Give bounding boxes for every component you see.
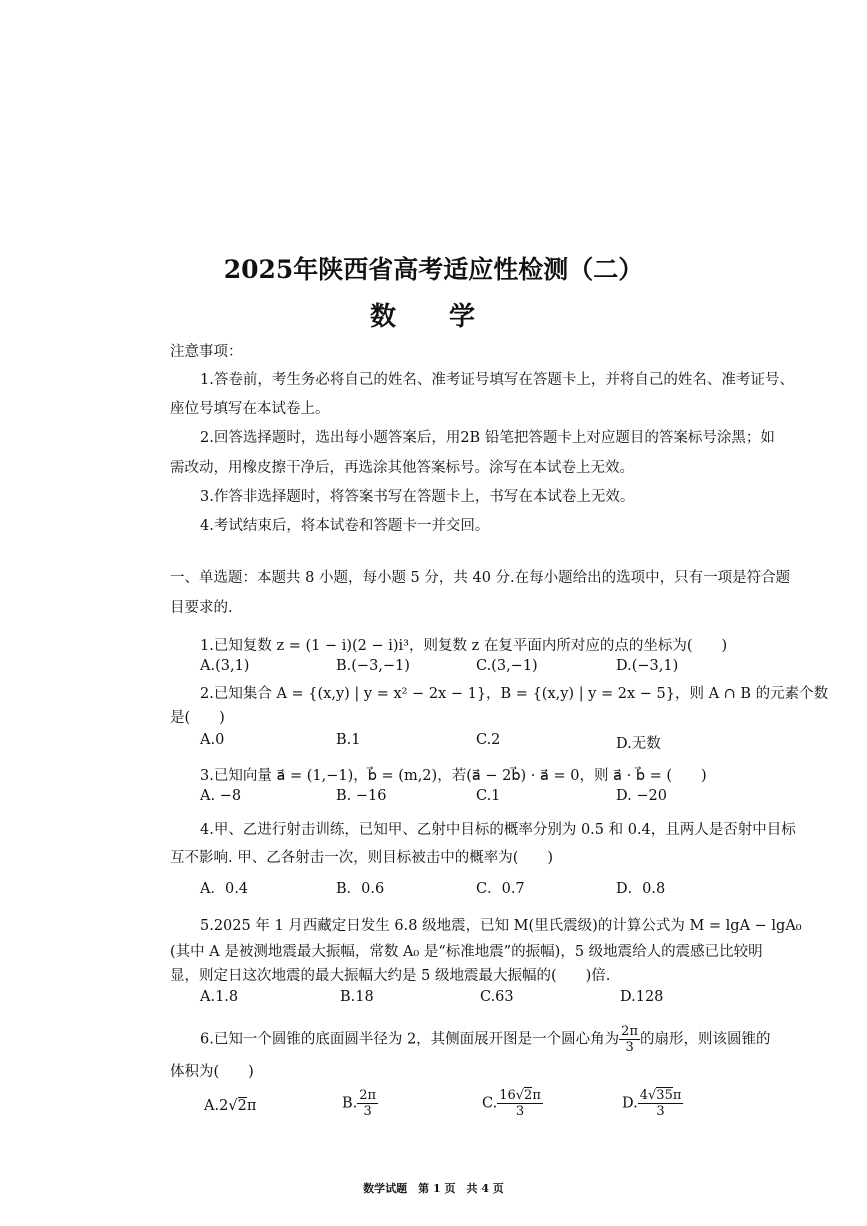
section-1-line-1: 一、单选题：本题共 8 小题，每小题 5 分，共 40 分.在每小题给出的选项中，只有一项是符合题	[170, 570, 791, 586]
q6-option-d-denominator: 3	[656, 1104, 665, 1119]
q3-stem: 3.已知向量 a⃗ = (1,−1)，b⃗ = (m,2)，若(a⃗ − 2b⃗) · a⃗ = 0，则 a⃗ · b⃗ = ( )	[200, 768, 707, 784]
q5-stem-line-1: 5.2025 年 1 月西藏定日发生 6.8 级地震，已知 M(里氏震级)的计算公式为 M = lgA − lgA₀	[200, 918, 802, 934]
q6-option-d-fraction	[638, 1088, 684, 1119]
q6-option-c-coef: 16	[499, 1088, 516, 1103]
q6-option-d-label: D.	[622, 1095, 638, 1112]
q2-stem-line-2: 是( )	[170, 710, 225, 726]
q5-option-b: B.18	[340, 989, 374, 1005]
q6-option-c	[482, 1088, 543, 1119]
q6-angle-fraction	[619, 1024, 640, 1055]
q6-option-b	[342, 1088, 378, 1119]
q1-option-b: B.(−3,−1)	[336, 658, 410, 674]
section-1-line-2: 目要求的.	[170, 600, 233, 616]
q6-stem-part-a: 6.已知一个圆锥的底面圆半径为 2，其侧面展开图是一个圆心角为	[200, 1031, 620, 1048]
q6-option-a-radicand: 2	[237, 1098, 247, 1114]
q6-option-d-tail: π	[672, 1088, 682, 1103]
notice-item-1-line-2: 座位号填写在本试卷上。	[170, 401, 330, 417]
q4-option-d: D．0.8	[616, 881, 666, 897]
q6-option-c-label: C.	[482, 1095, 498, 1112]
notice-item-4: 4.考试结束后，将本试卷和答题卡一并交回。	[200, 518, 490, 534]
q6-option-d-numerator: 4√35π	[639, 1088, 682, 1103]
q6-option-d	[622, 1088, 683, 1119]
q5-option-c: C.63	[480, 989, 514, 1005]
q6-option-c-fraction	[497, 1088, 543, 1119]
q3-option-c: C.1	[476, 788, 501, 804]
q6-option-b-denominator: 3	[363, 1104, 372, 1119]
q6-option-c-radicand: 2	[524, 1088, 533, 1103]
q6-option-c-tail: π	[532, 1088, 541, 1103]
notice-heading: 注意事项：	[170, 344, 243, 360]
q4-stem-line-1: 4.甲、乙进行射击训练，已知甲、乙射中目标的概率分别为 0.5 和 0.4，且两人是否射中目标	[200, 822, 796, 838]
q5-option-d: D.128	[620, 989, 664, 1005]
notice-item-2-line-1: 2.回答选择题时，选出每小题答案后，用2B 铅笔把答题卡上对应题目的答案标号涂黑；如	[200, 430, 775, 446]
q6-option-d-coef: 4	[639, 1088, 648, 1103]
q1-stem: 1.已知复数 z = (1 − i)(2 − i)i³，则复数 z 在复平面内所对应的点的坐标为( )	[200, 638, 728, 654]
q2-option-c: C.2	[476, 732, 501, 748]
q5-stem-line-2: (其中 A 是被测地震最大振幅，常数 A₀ 是“标准地震”的振幅)，5 级地震给人的震感已比较明	[170, 944, 763, 960]
q6-option-c-denominator: 3	[515, 1104, 525, 1119]
q6-option-a-coef: 2	[219, 1098, 229, 1114]
q4-option-c: C．0.7	[476, 881, 525, 897]
q6-option-a-label: A.	[204, 1098, 220, 1114]
q6-angle-denominator: 3	[625, 1040, 634, 1055]
notice-item-3: 3.作答非选择题时，将答案书写在答题卡上，书写在本试卷上无效。	[200, 489, 635, 505]
q4-option-b: B．0.6	[336, 881, 385, 897]
q4-option-a: A．0.4	[200, 881, 249, 897]
q2-option-b: B.1	[336, 732, 361, 748]
q6-option-b-label: B.	[342, 1095, 358, 1112]
page-footer: 数学试题 第 1 页 共 4 页	[363, 1182, 504, 1195]
q5-stem-line-3: 显，则定日这次地震的最大振幅大约是 5 级地震最大振幅的( )倍.	[170, 968, 611, 984]
q3-option-d: D. −20	[616, 788, 667, 804]
q6-stem-line-1	[200, 1024, 771, 1055]
q6-option-a-tail: π	[246, 1098, 257, 1114]
q2-stem-line-1: 2.已知集合 A = {(x,y) | y = x² − 2x − 1}，B = {(x,y) | y = 2x − 5}，则 A ∩ B 的元素个数	[200, 686, 829, 702]
q5-option-a: A.1.8	[200, 989, 239, 1005]
q1-option-a: A.(3,1)	[200, 658, 250, 674]
q6-option-b-fraction	[357, 1088, 378, 1119]
q3-option-a: A. −8	[200, 788, 242, 804]
q6-option-a: A.2√2π	[204, 1098, 257, 1114]
q6-option-c-numerator: 16√2π	[499, 1088, 541, 1103]
q4-stem-line-2: 互不影响. 甲、乙各射击一次，则目标被击中的概率为( )	[170, 850, 554, 866]
q6-stem-part-b: 的扇形，则该圆锥的	[640, 1031, 771, 1048]
q3-option-b: B. −16	[336, 788, 387, 804]
q1-option-c: C.(3,−1)	[476, 658, 538, 674]
q6-angle-numerator: 2π	[621, 1024, 638, 1039]
q6-stem-line-2: 体积为( )	[170, 1064, 254, 1080]
q6-option-b-numerator: 2π	[359, 1088, 377, 1103]
q2-option-a: A.0	[200, 732, 225, 748]
exam-title: 2025年陕西省高考适应性检测（二）	[223, 255, 644, 284]
notice-item-2-line-2: 需改动，用橡皮擦干净后，再选涂其他答案标号。涂写在本试卷上无效。	[170, 460, 634, 476]
q2-option-d: D.无数	[616, 736, 661, 752]
q6-option-d-radicand: 35	[656, 1088, 673, 1103]
notice-item-1-line-1: 1.答卷前，考生务必将自己的姓名、准考证号填写在答题卡上，并将自己的姓名、准考证号、	[200, 372, 794, 388]
q1-option-d: D.(−3,1)	[616, 658, 679, 674]
subject-title: 数 学	[369, 302, 498, 332]
